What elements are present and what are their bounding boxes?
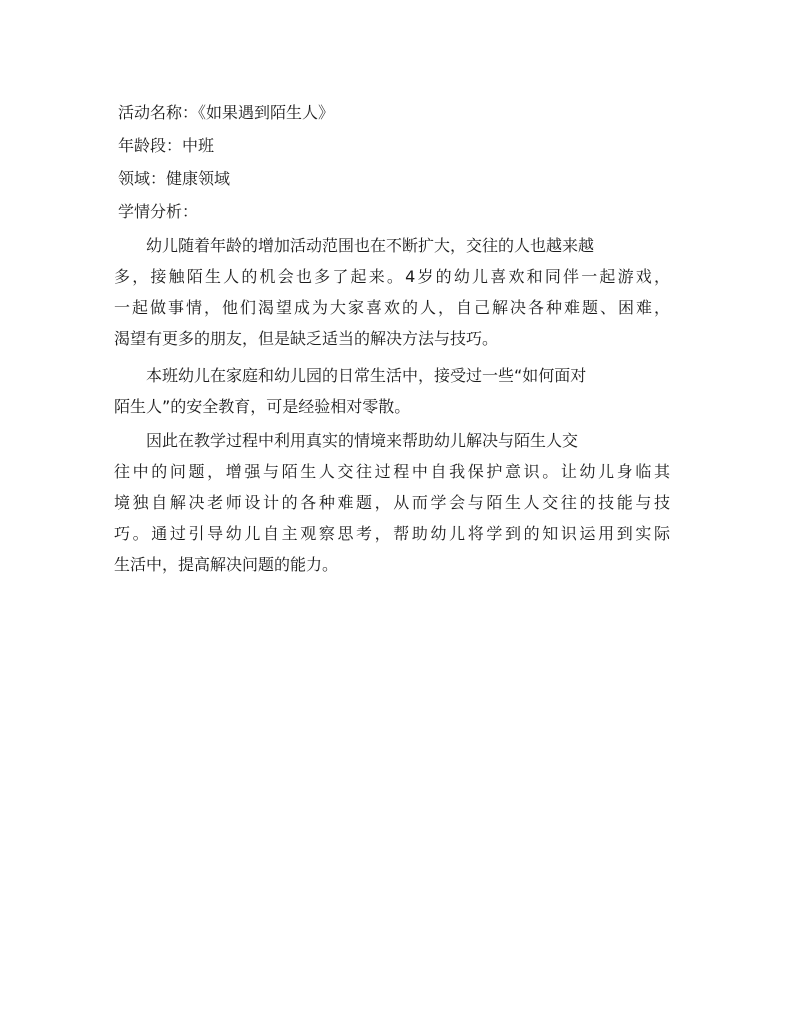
paragraph-3-line-2: 往中的问题，增强与陌生人交往过程中自我保护意识。让幼儿身临其 [114,462,670,481]
paragraph-2-line-1: 本班幼儿在家庭和幼儿园的日常生活中，接受过一些“如何面对 [146,366,587,385]
domain-field: 领域：健康领域 [118,169,231,188]
paragraph-1-line-2: 多，接触陌生人的机会也多了起来。4岁的幼儿喜欢和同伴一起游戏， [114,267,670,286]
activity-name: 活动名称：《如果遇到陌生人》 [118,103,335,122]
paragraph-1-line-4: 渴望有更多的朋友，但是缺乏适当的解决方法与技巧。 [114,329,499,348]
paragraph-1-line-1: 幼儿随着年龄的增加活动范围也在不断扩大，交往的人也越来越 [146,236,595,255]
analysis-heading: 学情分析： [118,202,199,221]
age-group: 年龄段：中班 [118,136,215,155]
paragraph-3-line-1: 因此在教学过程中利用真实的情境来帮助幼儿解决与陌生人交 [146,431,579,450]
paragraph-3-line-4: 巧。通过引导幼儿自主观察思考，帮助幼儿将学到的知识运用到实际 [114,524,670,543]
paragraph-2-line-2: 陌生人”的安全教育，可是经验相对零散。 [114,397,411,416]
paragraph-1-line-3: 一起做事情，他们渴望成为大家喜欢的人，自己解决各种难题、困难， [114,298,670,317]
paragraph-3-line-3: 境独自解决老师设计的各种难题，从而学会与陌生人交往的技能与技 [114,493,670,512]
paragraph-3-line-5: 生活中，提高解决问题的能力。 [114,555,339,574]
